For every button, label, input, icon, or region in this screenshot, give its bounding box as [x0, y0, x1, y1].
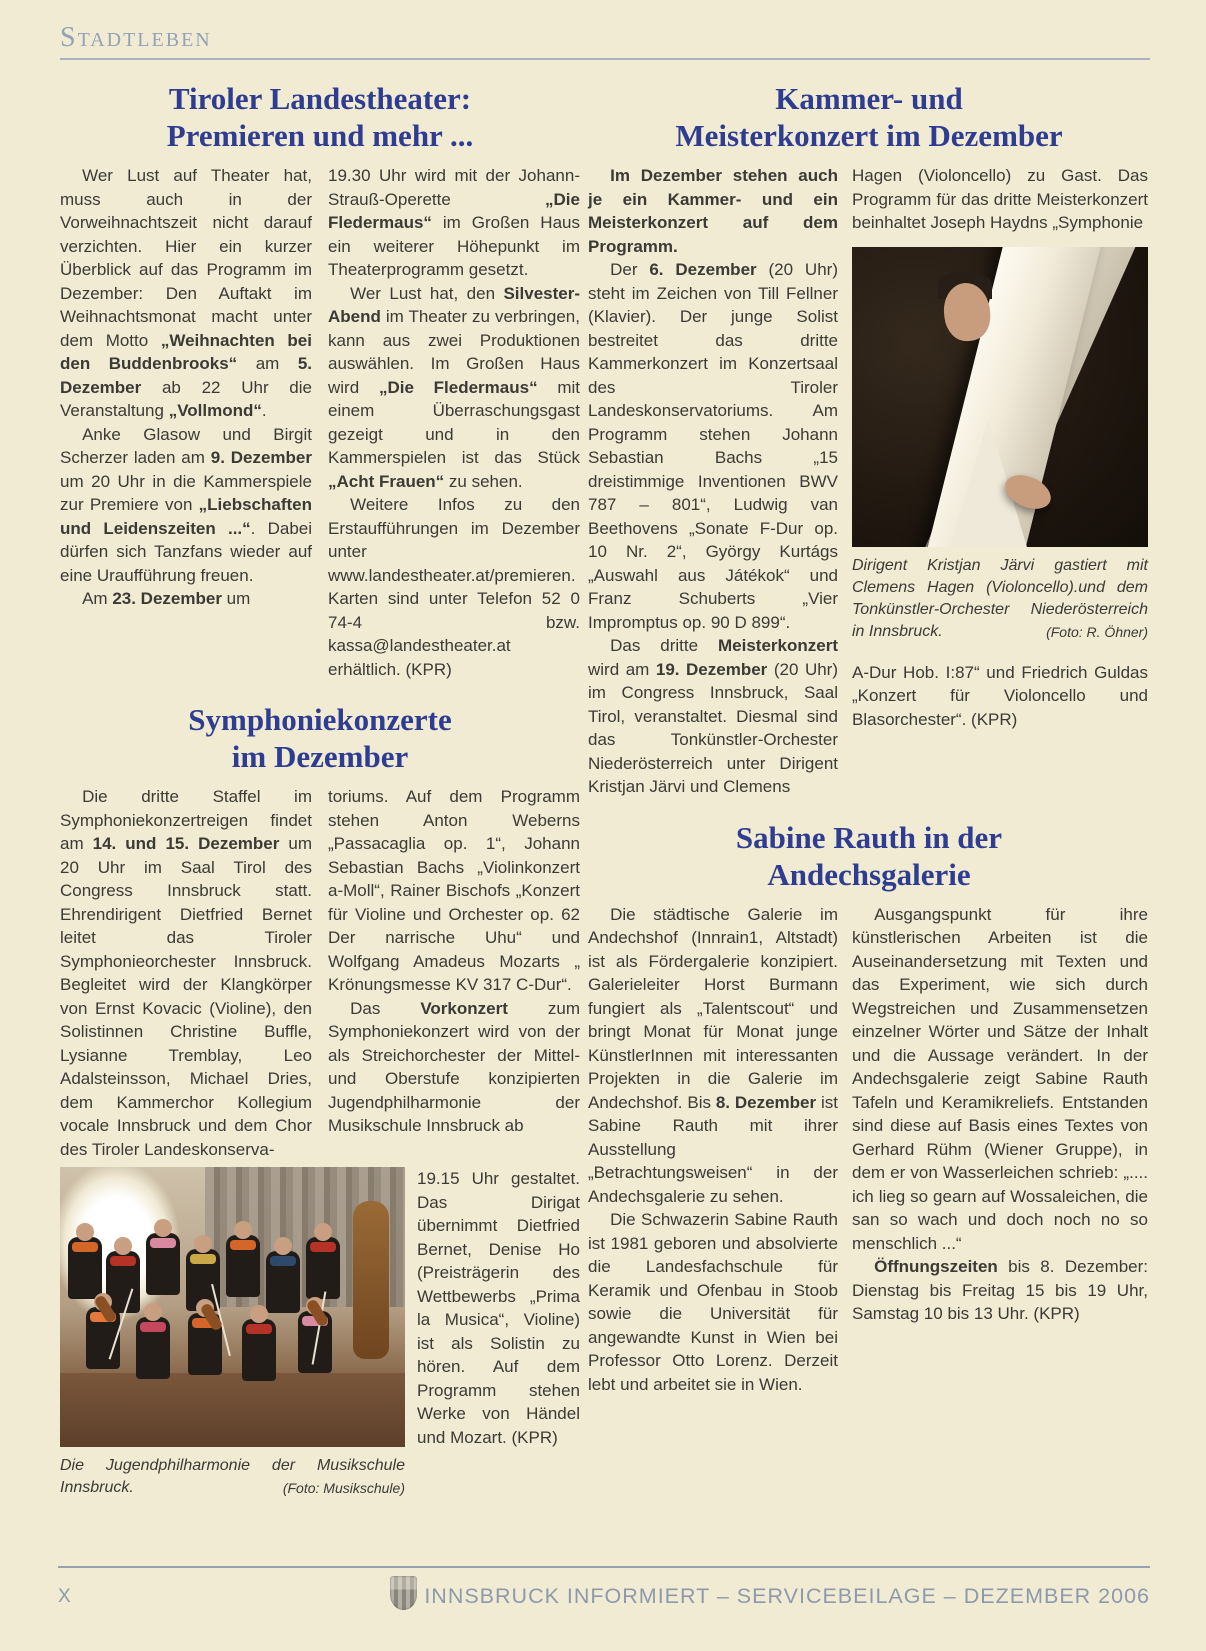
section-label: Stadtleben — [60, 22, 212, 53]
musician-figure — [136, 1317, 170, 1379]
article-lead-paragraph: Im Dezember stehen auch je ein Kammer- und ein Meisterkonzert auf dem Programm. — [588, 166, 838, 256]
header-rule — [60, 58, 1150, 60]
article-paragraph: Öffnungszeiten bis 8. Dezember: Dienstag bis Freitag 15 bis 19 Uhr, Samstag 10 bis 13 Uhr. (KPR) — [852, 1257, 1148, 1323]
column — [60, 785, 312, 1161]
article-paragraph: Weitere Infos zu den Erstaufführungen im Dezember unter www.landestheater.at/premieren. Karten sind unter Telefon 52 0 74-4 bzw. kassa@landestheater.at erhältlich. (KPR) — [328, 495, 580, 679]
musician-figure — [68, 1237, 102, 1299]
column — [328, 164, 580, 681]
caption-text: Dirigent Kristjan Järvi gastiert mit Clemens Hagen (Violoncello).und dem Tonkünstler-Orchester Niederösterreich in Innsbruck. — [852, 556, 1148, 640]
article-paragraph: 19.30 Uhr wird mit der Johann-Strauß-Operette „Die Fledermaus“ im Großen Haus ein weiterer Höhepunkt im Theaterprogramm gesetzt. — [328, 166, 580, 279]
article-paragraph: Das Vorkonzert zum Symphoniekonzert wird von der als Streichorchester der Mittel- und Oberstufe konzipierten Jugendphilharmonie der Musikschule Innsbruck ab — [328, 998, 580, 1135]
article-symphoniekonzerte — [60, 701, 580, 1499]
article-paragraph: Anke Glasow und Birgit Scherzer laden am 9. Dezember um 20 Uhr in die Kammerspiele zur Premiere von „Liebschaften und Leidenszeiten ...“. Dabei dürfen sich Tanzfans wieder auf eine Uraufführung freuen. — [60, 424, 312, 585]
article-paragraph: Hagen (Violoncello) zu Gast. Das Programm für das dritte Meisterkonzert beinhaltet Joseph Haydns „Symphonie — [852, 166, 1148, 232]
article-title-line: Andechsgalerie — [767, 856, 971, 892]
article-columns — [588, 164, 1150, 799]
article-columns — [60, 164, 580, 681]
article-title-line: Sabine Rauth in der — [735, 819, 1003, 855]
article-landestheater — [60, 80, 580, 681]
right-half — [588, 70, 1150, 1499]
article-title — [60, 80, 580, 154]
footer-row — [58, 1584, 1150, 1609]
photo-caption — [852, 555, 1148, 643]
conductor-photo — [852, 247, 1148, 547]
column — [852, 903, 1148, 1397]
column — [328, 785, 580, 1161]
article-paragraph: toriums. Auf dem Programm stehen Anton Weberns „Passacaglia op. 1“, Johann Sebastian Bachs „Violinkonzert a-Moll“, Rainer Bischofs „Konzert für Violine und Orchester op. 62 Der narrische Uhu“ und Wolfgang Amadeus Mozarts „ Krönungsmesse KV 317 C-Dur“. — [328, 787, 580, 994]
innsbruck-crest-icon — [390, 1576, 417, 1610]
article-title-line: Tiroler Landestheater: — [168, 81, 472, 116]
article-title-line: Meisterkonzert im Dezember — [675, 118, 1063, 153]
page-content — [60, 70, 1150, 1499]
article-paragraph: A-Dur Hob. I:87“ und Friedrich Guldas „Konzert für Violoncello und Blasorchester“. (KPR) — [852, 662, 1148, 729]
article-paragraph: Am 23. Dezember um — [82, 589, 251, 608]
column — [588, 903, 838, 1397]
article-title — [60, 701, 580, 775]
musician-figure — [226, 1235, 260, 1297]
left-half — [60, 70, 580, 1499]
article-columns — [60, 785, 580, 1161]
article-paragraph: Der 6. Dezember (20 Uhr) steht im Zeichen von Till Fellner (Klavier). Der junge Solist bestreitet das dritte Kammerkonzert im Konzertsaal des Tiroler Landeskonservatoriums. Am Programm stehen Johann Sebastian Bachs „15 dreistimmige Inventionen BWV 787 – 801“, Ludwig van Beethovens „Sonate F-Dur op. 10 Nr. 2“, György Kurtágs „Auswahl aus Játékok“ und Franz Schuberts „Vier Impromptus op. 90 D 899“. — [588, 260, 838, 632]
caption-credit: (Foto: Musikschule) — [282, 1480, 405, 1496]
caption-text: Die Jugendphilharmonie der Musikschule Innsbruck. — [60, 1457, 405, 1496]
footer-text: INNSBRUCK INFORMIERT – SERVICEBEILAGE – DEZEMBER 2006 — [424, 1584, 1150, 1608]
photo-caption — [60, 1455, 405, 1499]
column — [60, 164, 312, 681]
article-columns — [588, 903, 1150, 1397]
musician-figure — [146, 1233, 180, 1295]
floor — [60, 1373, 405, 1447]
orchestra-photo — [60, 1167, 405, 1447]
article-title-line: Premieren und mehr ... — [166, 118, 474, 153]
musician-figure — [242, 1319, 276, 1381]
article-title-line: Kammer- und — [775, 81, 963, 116]
musician-figure — [266, 1251, 300, 1313]
article-paragraph: Ausgangspunkt für ihre künstlerischen Arbeiten ist die Auseinandersetzung mit Texten und das Experiment, wie sich durch Wegstreichen und Zusammensetzen einzelner Wörter und Sätze der Inhalt und die Aussage verändert. In der Andechsgalerie zeigt Sabine Rauth Tafeln und Keramikreliefs. Entstanden sind diese auf Basis eines Textes von Gerhard Rühm (Wiener Gruppe), in dem er von Wasserleichen schrieb: „.... ich lieg so gearn auf Wossaleichen, die san so wach und doch noch no so menschlich ...“ — [852, 904, 1148, 1253]
article-title-line: Symphoniekonzerte — [188, 702, 452, 737]
narrow-text-column — [417, 1167, 580, 1499]
article-paragraph: Die Schwazerin Sabine Rauth ist 1981 geboren und absolvierte die Landesfachschule für Keramik und Ofenbau in Stoob sowie die Universität für angewandte Kunst in Wien bei Professor Otto Lorenz. Derzeit lebt und arbeitet sie in Wien. — [588, 1210, 838, 1394]
article-paragraph: Wer Lust auf Theater hat, muss auch in der Vorweihnachtszeit nicht darauf verzichten. Hier ein kurzer Überblick auf das Programm im Dezember: Den Auftakt im Weihnachtsmonat macht unter dem Motto „Weihnachten bei den Buddenbrooks“ am 5. Dezember ab 22 Uhr die Veranstaltung „Vollmond“. — [60, 166, 312, 420]
photo-row — [60, 1167, 580, 1499]
article-paragraph: Wer Lust hat, den Silvester-Abend im Theater zu verbringen, kann aus zwei Produktionen auswählen. Im Großen Haus wird „Die Fledermaus“ mit einem Überraschungsgast gezeigt und in den Kammerspielen ist das Stück „Acht Frauen“ zu sehen. — [328, 283, 580, 491]
article-title — [588, 80, 1150, 154]
article-title — [588, 819, 1150, 893]
photo-column — [60, 1167, 405, 1499]
column — [588, 164, 838, 799]
caption-credit: (Foto: R. Öhner) — [1046, 623, 1148, 640]
masthead — [60, 24, 1150, 60]
article-kammer-meisterkonzert — [588, 80, 1150, 799]
article-paragraph: Das dritte Meisterkonzert wird am 19. Dezember (20 Uhr) im Congress Innsbruck, Saal Tirol, veranstaltet. Diesmal sind das Tonkünstler-Orchester Niederösterreich unter Dirigent Kristjan Järvi und Clemens — [588, 636, 838, 796]
article-paragraph: Die städtische Galerie im Andechshof (Innrain1, Altstadt) ist als Fördergalerie konzipiert. Galerieleiter Horst Burmann fungiert als „Talentscout“ und bringt Monat für Monat junge KünstlerInnen mit interessanten Projekten in die Galerie im Andechshof. Bis 8. Dezember ist Sabine Rauth mit ihrer Ausstellung „Betrachtungsweisen“ in der Andechsgalerie zu sehen. — [588, 904, 838, 1206]
article-paragraph: 19.15 Uhr gestaltet. Das Dirigat übernimmt Dietfried Bernet, Denise Ho (Preisträgerin des Wettbewerbs „Prima la Musica“, Violine) ist als Solistin zu hören. Auf dem Programm stehen Werke von Händel und Mozart. (KPR) — [417, 1169, 580, 1447]
article-title-line: im Dezember — [231, 739, 409, 774]
page-number: X — [58, 1585, 71, 1607]
column — [852, 164, 1148, 799]
footer-rule — [58, 1566, 1150, 1568]
musician-figure — [306, 1237, 340, 1299]
article-paragraph: Die dritte Staffel im Symphoniekonzertreigen findet am 14. und 15. Dezember um 20 Uhr im Saal Tirol des Congress Innsbruck statt. Ehrendirigent Dietfried Bernet leitet das Tiroler Symphonieorchester Innsbruck. Begleitet wird der Klangkörper von Ernst Kovacic (Violine), den Solistinnen Christine Buffle, Lysianne Tremblay, Leo Adalsteinsson, Michael Dries, dem Kammerchor Kollegium vocale Innsbruck und dem Chor des Tiroler Landeskonserva- — [60, 787, 313, 1159]
double-bass — [353, 1201, 389, 1359]
page-footer — [58, 1566, 1150, 1609]
article-sabine-rauth — [588, 819, 1150, 1397]
